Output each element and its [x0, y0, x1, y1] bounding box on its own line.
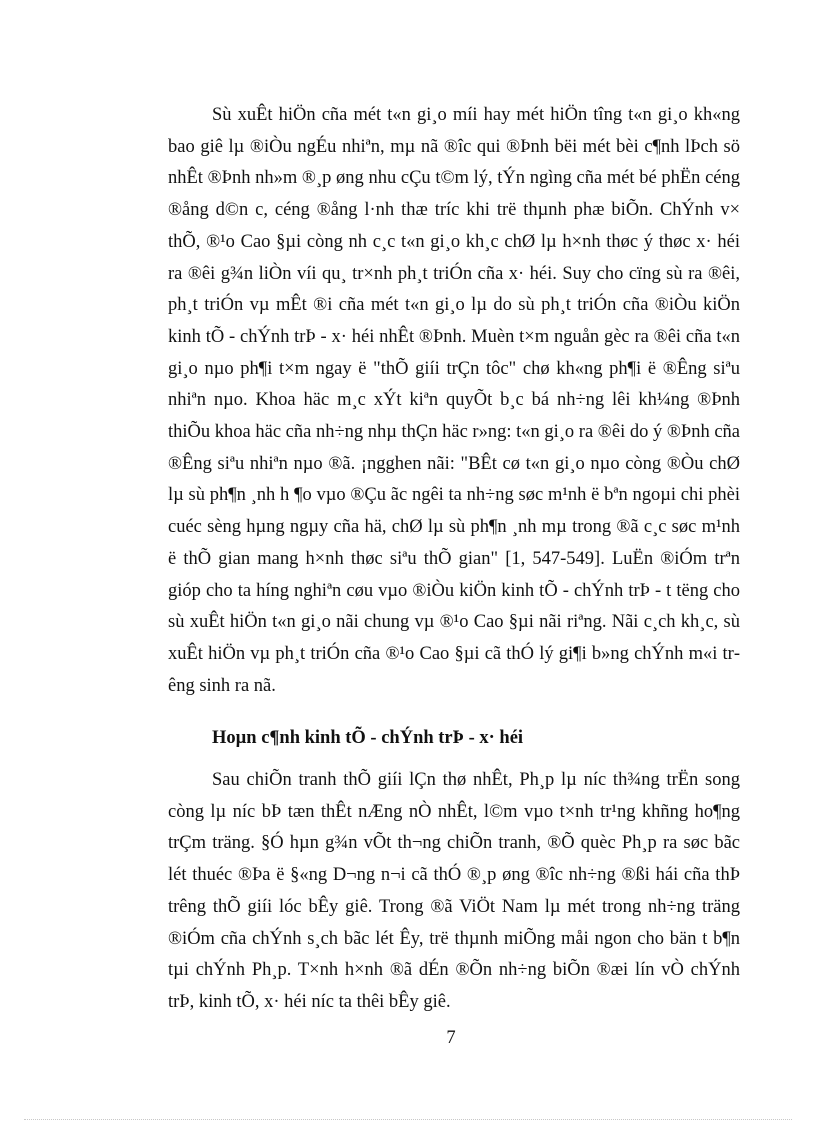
section-heading: Hoµn c¶nh kinh tÕ - chÝnh trÞ - x· héi	[212, 728, 524, 749]
page-bottom-border	[24, 1119, 792, 1120]
document-body	[168, 100, 740, 1019]
page-number: 7	[446, 1028, 456, 1048]
body-paragraph: Sau chiÕn tranh thÕ giíi lÇn thø nhÊt, Ph¸p lµ níc th¾ng trËn song còng lµ níc bÞ tæn thÊt nÆng nÒ nhÊt, l©m vµo t×nh tr¹ng khñng ho¶ng trÇm träng. §Ó hµn g¾n vÕt th¬ng chiÕn tranh, ®Õ quèc Ph¸p ra søc bãc lét thuéc ®Þa ë §«ng D¬ng n¬i cã thÓ ®¸p øng ®îc nh÷ng ®ßi hái cña thÞ trêng thÕ giíi lóc bÊy giê. Trong ®ã ViÖt Nam lµ mét trong nh÷ng träng ®iÓm cña chÝnh s¸ch bãc lét Êy, trë thµnh miÕng måi ngon cho bän t b¶n tµi chÝnh Ph¸p. T×nh h×nh ®ã dÉn ®Õn nh÷ng biÕn ®æi lín vÒ chÝnh trÞ, kinh tÕ, x· héi níc ta thêi bÊy giê.	[168, 770, 740, 1012]
body-paragraph: Sù xuÊt hiÖn cña mét t«n gi¸o míi hay mét hiÖn tîng t«n gi¸o kh«ng bao giê lµ ®iÒu ngÉu nhiªn, mµ nã ®îc qui ®Þnh bëi mét bèi c¶nh lÞch sö nhÊt ®Þnh nh»m ®¸p øng nhu cÇu t©m lý, tÝn ngìng cña mét bé phËn céng ®ång d©n c, céng ®ång l·nh thæ tríc khi trë thµnh phæ biÕn. ChÝnh v× thÕ, ®¹o Cao §µi còng nh c¸c t«n gi¸o kh¸c chØ lµ h×nh thøc ý thøc x· héi ra ®êi g¾n liÒn víi qu¸ tr×nh ph¸t triÓn cña x· héi. Suy cho cïng sù ra ®êi, ph¸t triÓn vµ mÊt ®i cña mét t«n gi¸o lµ do sù ph¸t triÓn cña ®iÒu kiÖn kinh tÕ - chÝnh trÞ - x· héi nhÊt ®Þnh. Muèn t×m nguån gèc ra ®êi cña t«n gi¸o nµo ph¶i t×m ngay ë "thÕ giíi trÇn tôc" chø kh«ng ph¶i ë ®Êng siªu nhiªn nµo. Khoa häc m¸c xÝt kiªn quyÕt b¸c bá nh÷ng lêi kh¼ng ®Þnh thiÕu khoa häc cña nh÷ng nhµ thÇn häc r»ng: t«n gi¸o ra ®êi do ý ®Þnh cña ®Êng siªu nhiªn nµo ®ã. ¡ngghen nãi: "BÊt cø t«n gi¸o nµo còng ®Òu chØ lµ sù ph¶n ¸nh h ¶o vµo ®Çu ãc ngêi ta nh÷ng søc m¹nh ë bªn ngoµi chi phèi cuéc sèng hµng ngµy cña hä, chØ lµ sù ph¶n ¸nh mµ trong ®ã c¸c søc m¹nh ë thÕ gian mang h×nh thøc siªu thÕ gian" [1, 547-549]. LuËn ®iÓm trªn gióp cho ta híng nghiªn cøu vµo ®iÒu kiÖn kinh tÕ - chÝnh trÞ - t tëng cho sù xuÊt hiÖn t«n gi¸o nãi chung vµ ®¹o Cao §µi nãi riªng. Nãi c¸ch kh¸c, sù xuÊt hiÖn vµ ph¸t triÓn cña ®¹o Cao §µi cã thÓ lý gi¶i b»ng chÝnh m«i trêng sinh ra nã.	[168, 105, 740, 696]
